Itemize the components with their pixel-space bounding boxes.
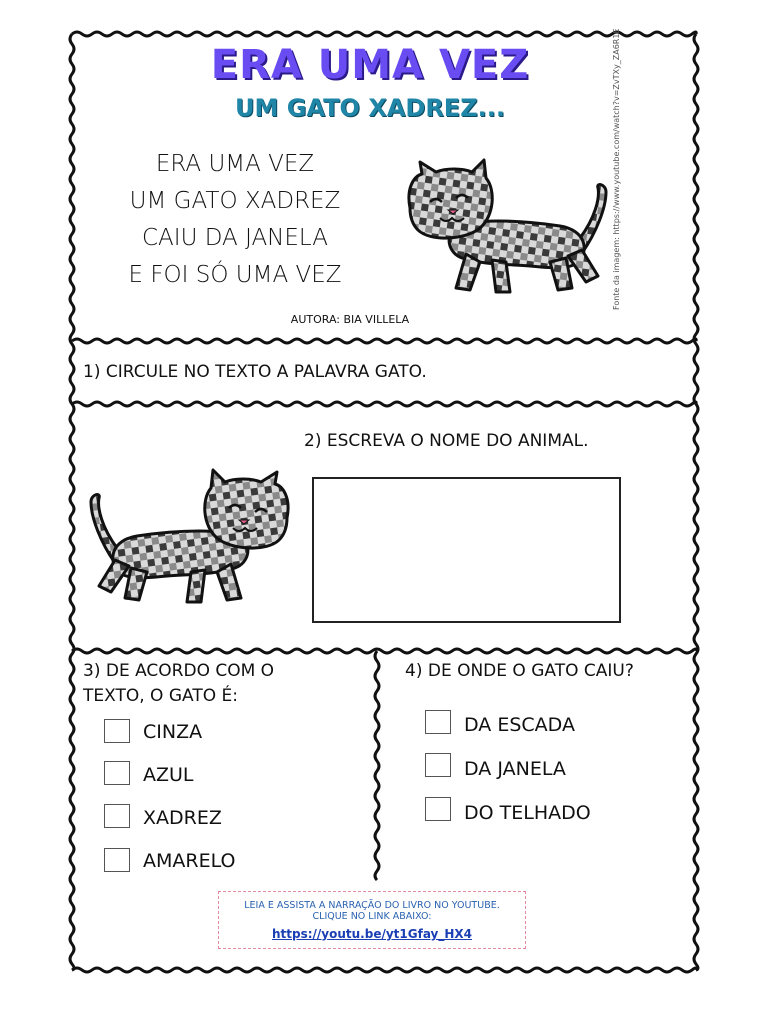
image-credit: Fonte da imagem: https://www.youtube.com/watch?v=ZvTXy_ZA6R1E <box>612 28 621 310</box>
link-note <box>219 900 525 922</box>
option-label: XADREZ <box>143 807 222 829</box>
wavy-border-line <box>72 968 696 972</box>
question-3-line-1: 3) DE ACORDO COM O <box>83 661 275 681</box>
link-note-line-1: LEIA E ASSISTA A NARRAÇÃO DO LIVRO NO YOUTUBE. <box>244 900 500 911</box>
checkbox-cinza[interactable] <box>104 719 130 743</box>
checkered-cat-image <box>400 158 615 303</box>
author-credit: AUTORA: BIA VILLELA <box>290 313 410 326</box>
question-3-line-2: TEXTO, O GATO É: <box>83 686 238 706</box>
wavy-border-line <box>72 402 696 406</box>
wavy-border-line <box>70 34 74 970</box>
question-4: 4) DE ONDE O GATO CAIU? <box>405 661 634 681</box>
youtube-link[interactable]: https://youtu.be/yt1Gfay_HX4 <box>271 927 473 941</box>
wavy-border-line <box>375 651 379 880</box>
poem-line: CAIU DA JANELA <box>142 225 328 251</box>
link-note-line-2: CLIQUE NO LINK ABAIXO: <box>312 911 432 922</box>
option-label: AMARELO <box>143 850 236 872</box>
checkbox-da-janela[interactable] <box>425 753 451 777</box>
checkbox-amarelo[interactable] <box>104 848 130 872</box>
page-title: ERA UMA VEZ <box>210 42 530 88</box>
checkbox-da-escada[interactable] <box>425 710 451 734</box>
checkered-cat-image <box>82 468 297 613</box>
option-label: DA ESCADA <box>464 714 575 736</box>
wavy-border-line <box>72 32 696 36</box>
checkbox-xadrez[interactable] <box>104 804 130 828</box>
wavy-border-line <box>72 339 696 343</box>
question-1: 1) CIRCULE NO TEXTO A PALAVRA GATO. <box>83 362 427 382</box>
poem-line: ERA UMA VEZ <box>155 151 315 177</box>
answer-writing-box[interactable] <box>312 477 621 623</box>
checkbox-azul[interactable] <box>104 761 130 785</box>
checkbox-do-telhado[interactable] <box>425 797 451 821</box>
poem-line: E FOI SÓ UMA VEZ <box>128 262 342 288</box>
option-label: CINZA <box>143 721 203 743</box>
option-label: DO TELHADO <box>464 802 591 824</box>
wavy-border-line <box>694 34 698 970</box>
poem-line: UM GATO XADREZ <box>129 188 341 214</box>
page-subtitle: UM GATO XADREZ... <box>235 94 505 122</box>
question-2: 2) ESCREVA O NOME DO ANIMAL. <box>304 431 589 451</box>
option-label: DA JANELA <box>464 758 566 780</box>
option-label: AZUL <box>143 764 194 786</box>
wavy-border-line <box>72 649 696 653</box>
youtube-link-box <box>218 891 526 949</box>
